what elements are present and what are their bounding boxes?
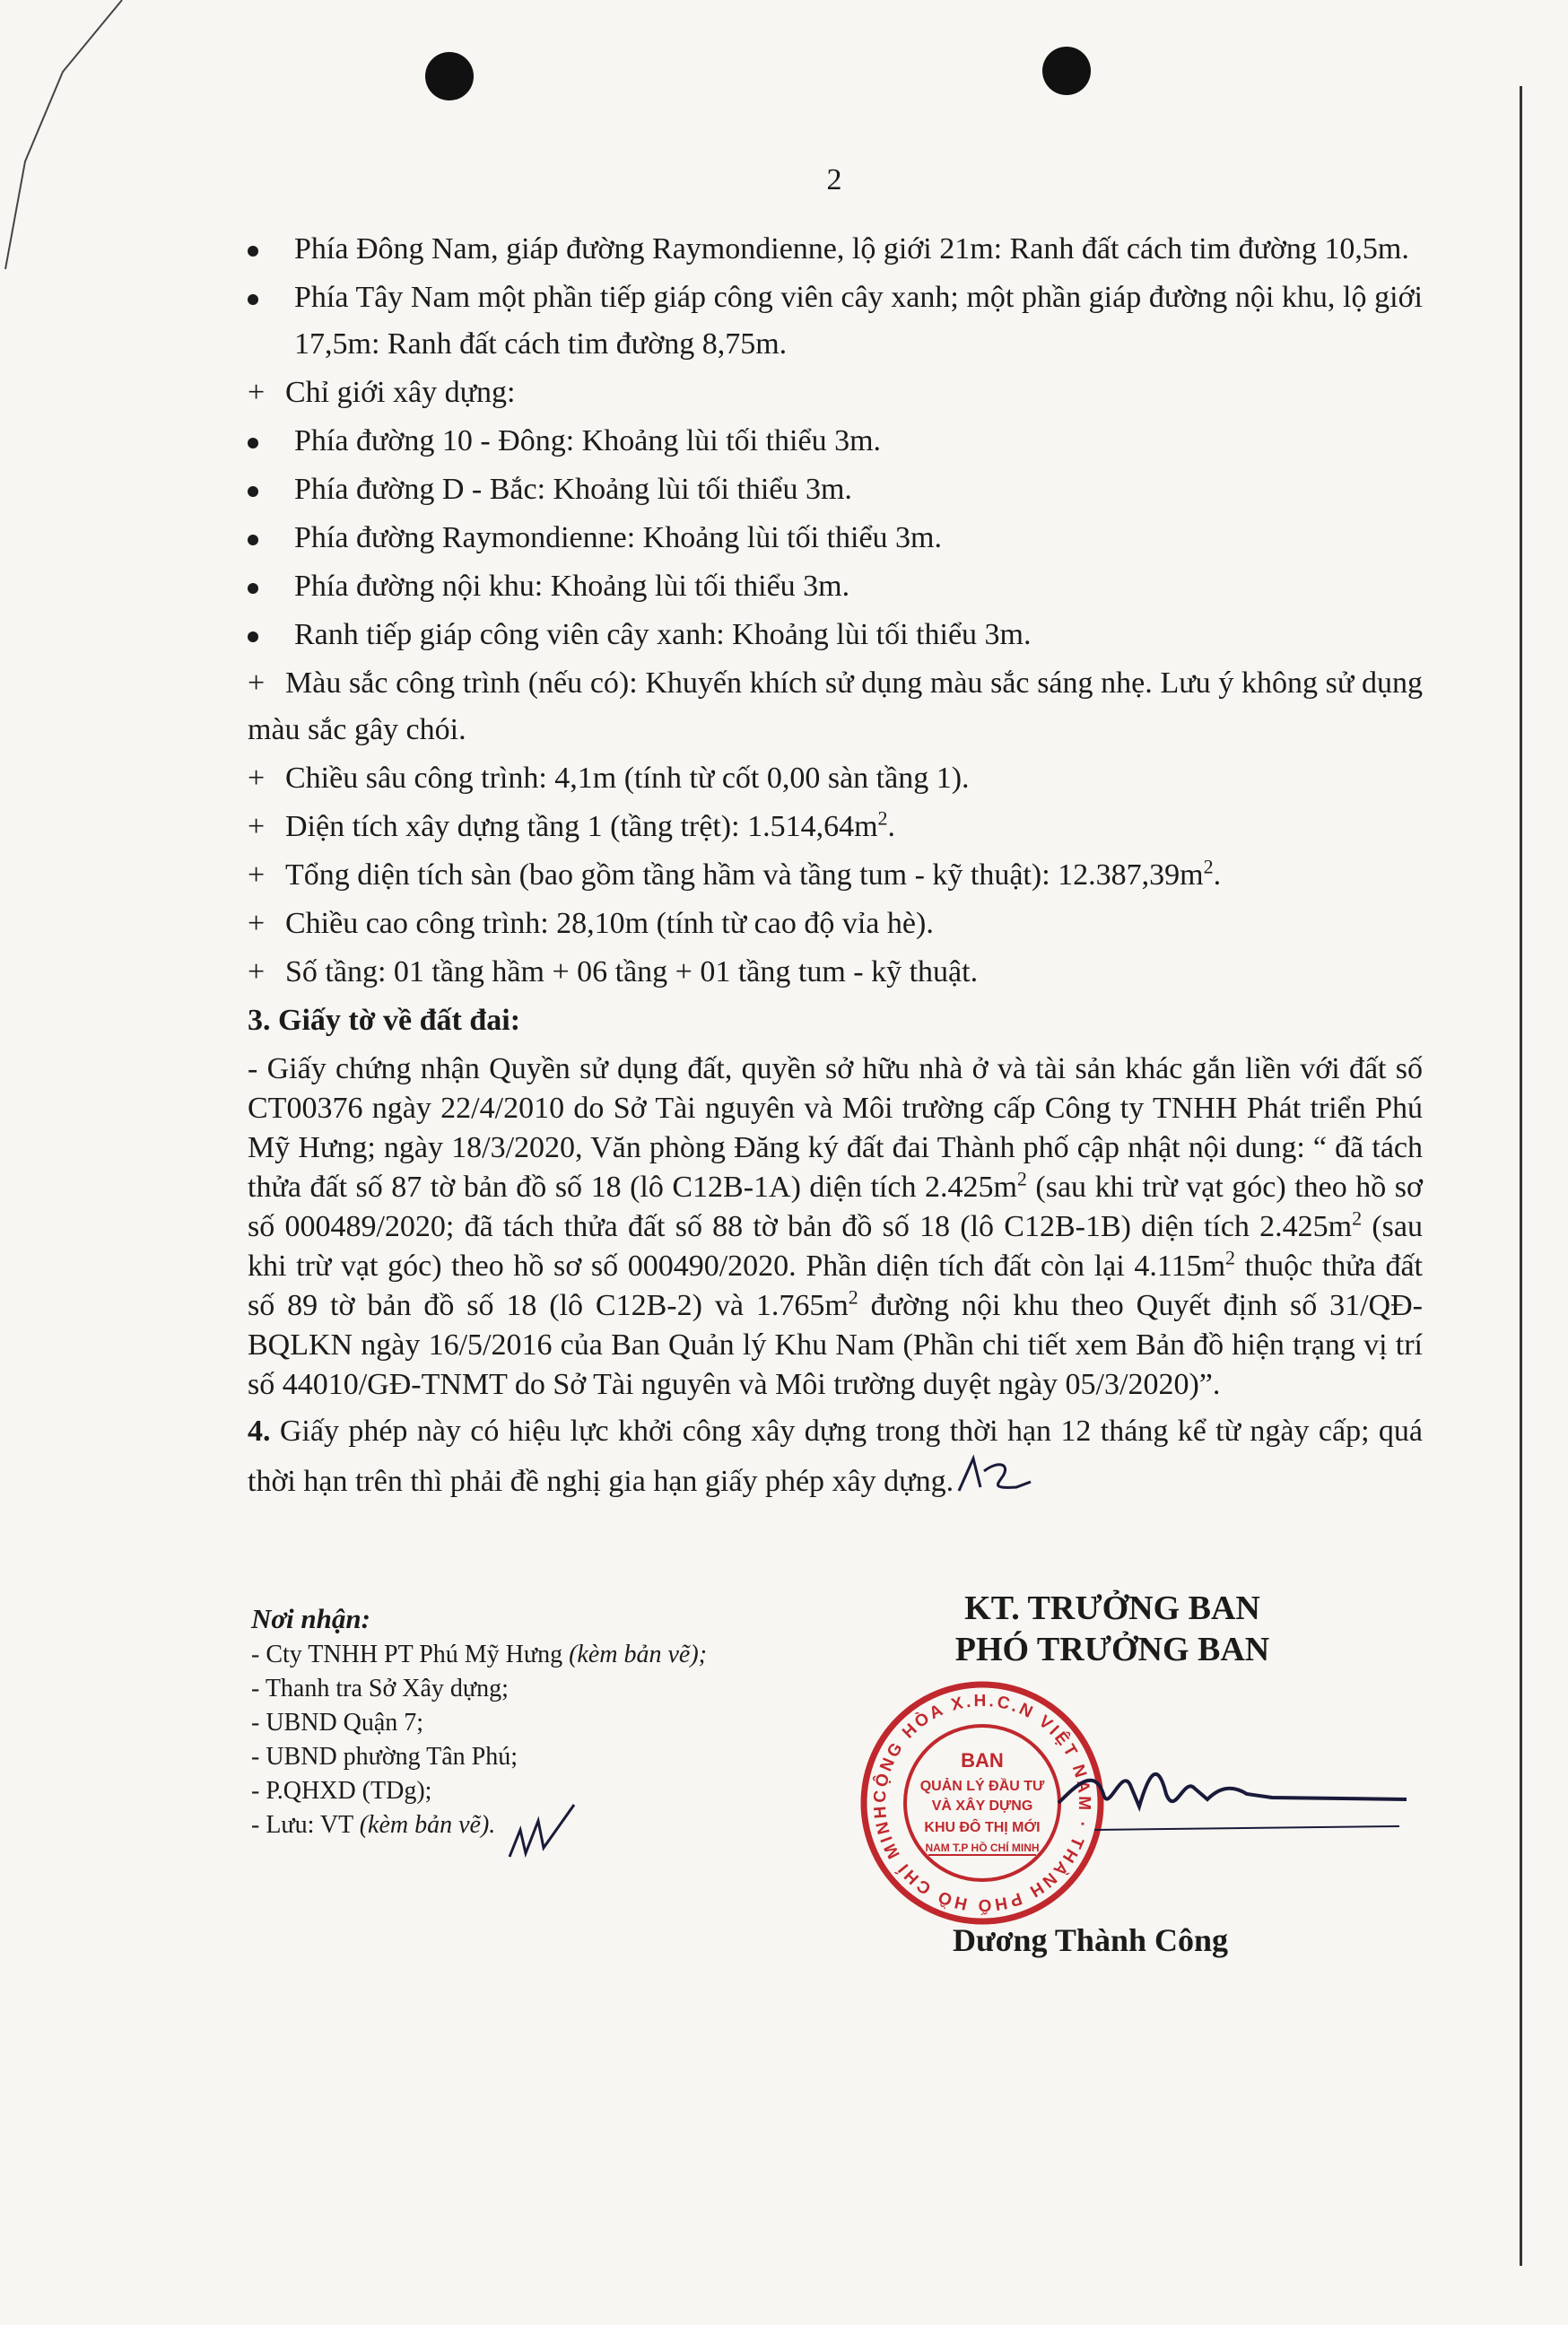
paragraph-text: Ranh tiếp giáp công viên cây xanh: Khoảng lùi tối thiểu 3m. xyxy=(294,618,1032,651)
paragraph-item xyxy=(248,949,1423,996)
plus-marker: + xyxy=(248,762,266,795)
svg-text:NAM T.P HỒ CHÍ MINH: NAM T.P HỒ CHÍ MINH xyxy=(925,1842,1040,1854)
section-4-text: Giấy phép này có hiệu lực khởi công xây dựng trong thời hạn 12 tháng kể từ ngày cấp; quá thời hạn trên thì phải đề nghị gia hạn giấy phép xây dựng. xyxy=(248,1415,1423,1498)
initials-signature xyxy=(954,1451,1034,1496)
paragraph-tail: . xyxy=(1213,858,1222,892)
paragraph-text: Màu sắc công trình (nếu có): Khuyến khích sử dụng màu sắc sáng nhẹ. Lưu ý không sử dụng màu sắc gây chói. xyxy=(248,666,1423,746)
plus-marker: + xyxy=(248,907,266,940)
recipient-item xyxy=(251,1672,807,1706)
section-3-text-3: (sau khi trừ vạt góc) theo hồ sơ số 000490/2020. Phần diện tích đất còn lại 4.115m xyxy=(248,1210,1423,1283)
section-4-paragraph xyxy=(248,1412,1423,1502)
recipient-item xyxy=(251,1638,807,1672)
paragraph-item xyxy=(248,370,1423,416)
plus-marker: + xyxy=(248,376,266,409)
paragraph-text: Chiều cao công trình: 28,10m (tính từ cao độ vỉa hè). xyxy=(285,907,934,940)
paragraph-item xyxy=(248,466,1423,513)
paragraph-item xyxy=(248,804,1423,850)
section-3-text-2: (sau khi trừ vạt góc) theo hồ sơ số 000489/2020; đã tách thửa đất số 88 tờ bản đồ số 18 (lô C12B-1B) diện tích 2.425m xyxy=(248,1171,1423,1243)
paragraph-item xyxy=(248,563,1423,610)
paragraph-item xyxy=(248,274,1423,368)
scan-edge-right xyxy=(1520,86,1522,2266)
plus-marker: + xyxy=(248,810,266,843)
recipient-item xyxy=(251,1740,807,1774)
plus-marker: + xyxy=(248,666,266,700)
svg-text:VÀ XÂY DỰNG: VÀ XÂY DỰNG xyxy=(931,1798,1033,1814)
paragraph-item xyxy=(248,418,1423,465)
recipient-text: - Lưu: VT xyxy=(251,1811,360,1839)
paragraph-text: Phía đường nội khu: Khoảng lùi tối thiểu 3m. xyxy=(294,570,850,603)
sup-4: 2 xyxy=(848,1285,858,1309)
section-3-text-4: thuộc thửa đất số 89 tờ bản đồ số 18 (lô C12B-2) và 1.765m xyxy=(248,1250,1423,1322)
bullet-dot xyxy=(248,583,258,594)
paragraph-item xyxy=(248,226,1423,273)
superscript: 2 xyxy=(1203,855,1214,878)
bullet-dot xyxy=(248,294,258,305)
paragraph-text: Phía Tây Nam một phần tiếp giáp công viên cây xanh; một phần giáp đường nội khu, lộ giới 17,5m: Ranh đất cách tim đường 8,75m. xyxy=(294,281,1423,361)
sup-3: 2 xyxy=(1225,1246,1236,1269)
recipient-item xyxy=(251,1706,807,1740)
plus-marker: + xyxy=(248,955,266,988)
signature-title-2: PHÓ TRƯỞNG BAN xyxy=(954,1631,1270,1668)
paragraph-item xyxy=(248,515,1423,562)
paragraph-item xyxy=(248,612,1423,658)
page-number: 2 xyxy=(826,163,842,196)
bullet-dot xyxy=(248,486,258,497)
svg-text:BAN: BAN xyxy=(961,1749,1004,1772)
paragraph-item xyxy=(248,660,1423,753)
paragraph-tail: . xyxy=(887,810,896,843)
svg-text:KHU ĐÔ THỊ MỚI: KHU ĐÔ THỊ MỚI xyxy=(924,1820,1041,1835)
recipient-text: - Cty TNHH PT Phú Mỹ Hưng xyxy=(251,1641,570,1668)
section-3-text-5: đường nội khu theo Quyết định số 31/QĐ-BQLKN ngày 16/5/2016 của Ban Quản lý Khu Nam (Phần chi tiết xem Bản đồ hiện trạng vị trí số 44010/GĐ-TNMT do Sở Tài nguyên và Môi trường duyệt ngày 05/3/2020)”. xyxy=(248,1289,1423,1401)
paragraph-text: Chiều sâu công trình: 4,1m (tính từ cốt 0,00 sàn tầng 1). xyxy=(285,762,970,795)
paragraph-item xyxy=(248,755,1423,802)
section-3-text-1: - Giấy chứng nhận Quyền sử dụng đất, quyền sở hữu nhà ở và tài sản khác gắn liền với đất số CT00376 ngày 22/4/2010 do Sở Tài nguyên và Môi trường cấp Công ty TNHH Phát triển Phú Mỹ Hưng; ngày 18/3/2020, Văn phòng Đăng ký đất đai Thành phố cập nhật nội dung: “ đã tách thửa đất số 87 tờ bản đồ số 18 (lô C12B-1A) diện tích 2.425m xyxy=(248,1052,1423,1204)
recipient-note: (kèm bản vẽ); xyxy=(569,1641,707,1668)
paragraph-text: Phía đường Raymondienne: Khoảng lùi tối thiểu 3m. xyxy=(294,521,943,554)
section-3-paragraph xyxy=(248,1049,1423,1405)
signature-title-1: KT. TRƯỞNG BAN xyxy=(964,1589,1260,1627)
paragraph-text: Phía đường D - Bắc: Khoảng lùi tối thiểu 3m. xyxy=(294,473,852,506)
recipient-note: (kèm bản vẽ). xyxy=(359,1811,496,1839)
scan-edge-top-left xyxy=(0,0,126,287)
bullet-dot xyxy=(248,535,258,545)
section-3-heading: 3. Giấy tờ về đất đai: xyxy=(248,1004,521,1037)
section-4-number: 4. xyxy=(248,1415,271,1448)
sup-1: 2 xyxy=(1016,1167,1027,1190)
svg-text:QUẢN LÝ ĐẦU TƯ: QUẢN LÝ ĐẦU TƯ xyxy=(919,1779,1045,1794)
plus-marker: + xyxy=(248,858,266,892)
bullet-dot xyxy=(248,438,258,448)
punch-hole-right xyxy=(1042,47,1091,95)
punch-hole-left xyxy=(425,52,474,100)
paragraph-item xyxy=(248,852,1423,899)
recipient-text: - UBND Quận 7; xyxy=(251,1709,424,1737)
bullet-dot xyxy=(248,631,258,642)
bullet-dot xyxy=(248,246,258,257)
handwritten-signature xyxy=(1041,1731,1417,1857)
recipient-text: - Thanh tra Sở Xây dựng; xyxy=(251,1675,509,1702)
signature-block xyxy=(906,1588,1319,1670)
superscript: 2 xyxy=(877,806,888,830)
sup-2: 2 xyxy=(1352,1206,1363,1230)
signer-name: Dương Thành Công xyxy=(953,1922,1229,1958)
recipient-text: - UBND phường Tân Phú; xyxy=(251,1743,518,1771)
initials-mark xyxy=(502,1794,583,1875)
svg-text:CỘNG HÒA X.H.C.N VIỆT NAM · TH: CỘNG HÒA X.H.C.N VIỆT NAM · THÀNH PHỐ HỒ CHÍ MINH xyxy=(870,1691,1094,1915)
paragraph-text: Chỉ giới xây dựng: xyxy=(285,376,516,409)
paragraph-text: Phía đường 10 - Đông: Khoảng lùi tối thiểu 3m. xyxy=(294,424,882,457)
recipients-heading: Nơi nhận: xyxy=(251,1603,370,1634)
recipient-text: - P.QHXD (TDg); xyxy=(251,1777,432,1805)
document-body xyxy=(248,226,1423,1509)
paragraph-text: Tổng diện tích sàn (bao gồm tầng hầm và tầng tum - kỹ thuật): 12.387,39m xyxy=(285,858,1204,892)
paragraph-text: Phía Đông Nam, giáp đường Raymondienne, lộ giới 21m: Ranh đất cách tim đường 10,5m. xyxy=(294,232,1409,266)
paragraph-list xyxy=(248,226,1423,996)
paragraph-item xyxy=(248,901,1423,947)
paragraph-text: Diện tích xây dựng tầng 1 (tầng trệt): 1.514,64m xyxy=(285,810,878,843)
paragraph-text: Số tầng: 01 tầng hầm + 06 tầng + 01 tầng tum - kỹ thuật. xyxy=(285,955,979,988)
